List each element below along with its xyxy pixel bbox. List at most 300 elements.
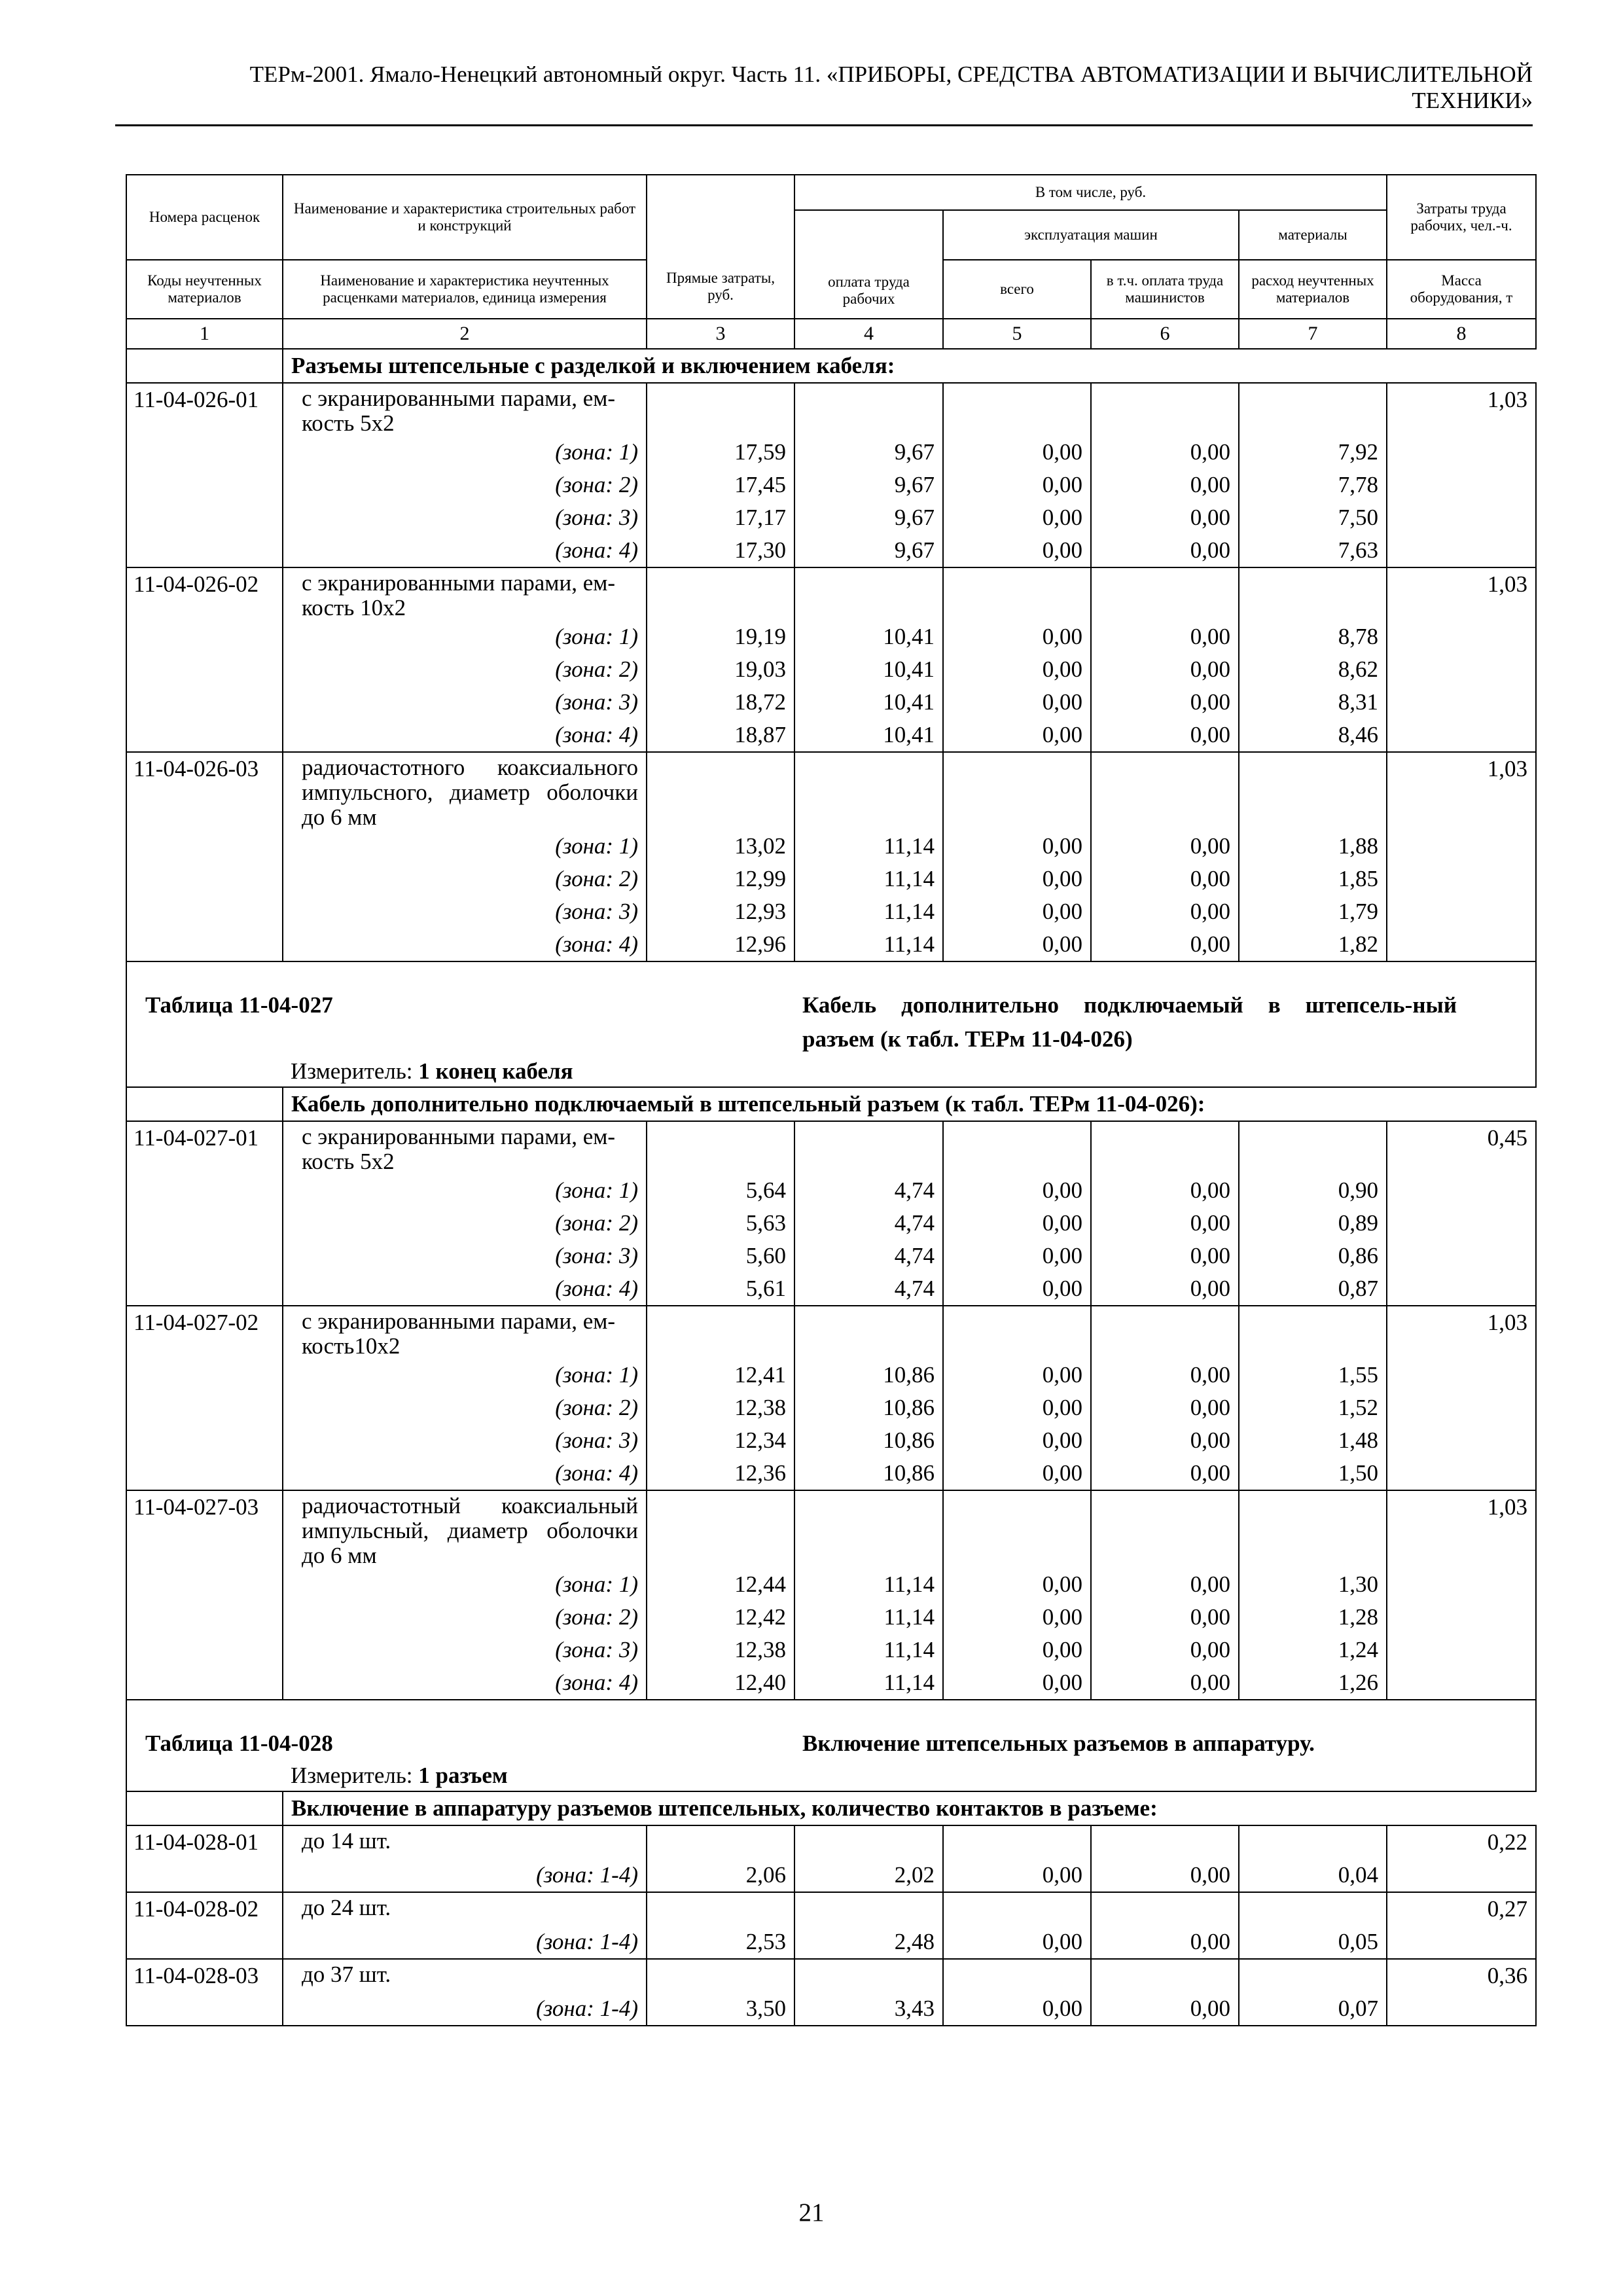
labor-value: 1,03 bbox=[1387, 383, 1536, 436]
blank-cell bbox=[1387, 620, 1536, 653]
value-cell: 17,59 bbox=[647, 436, 794, 469]
zone-label: (зона: 3) bbox=[283, 1424, 647, 1457]
blank-cell bbox=[794, 752, 943, 830]
blank-cell bbox=[1091, 567, 1239, 620]
labor-value: 0,36 bbox=[1387, 1959, 1536, 1992]
value-cell: 0,00 bbox=[943, 620, 1091, 653]
blank-cell bbox=[126, 1634, 283, 1666]
blank-cell bbox=[943, 383, 1091, 436]
value-cell: 0,00 bbox=[943, 1272, 1091, 1306]
measure-line bbox=[283, 1056, 1536, 1087]
col-header-labor: Затраты труда рабочих, чел.-ч. bbox=[1387, 175, 1536, 260]
blank-cell bbox=[126, 1424, 283, 1457]
value-cell: 0,00 bbox=[943, 1391, 1091, 1424]
blank-cell bbox=[1387, 1992, 1536, 2026]
value-cell: 0,00 bbox=[1091, 653, 1239, 686]
value-cell: 10,86 bbox=[794, 1359, 943, 1391]
value-cell: 0,00 bbox=[943, 1457, 1091, 1490]
blank-cell bbox=[1239, 567, 1387, 620]
value-cell: 0,00 bbox=[1091, 1992, 1239, 2026]
zone-label: (зона: 1-4) bbox=[283, 1859, 647, 1892]
value-cell: 12,34 bbox=[647, 1424, 794, 1457]
zone-row bbox=[126, 620, 1536, 653]
blank-cell bbox=[1239, 1825, 1387, 1859]
zone-row bbox=[126, 1391, 1536, 1424]
measure-value: 1 конец кабеля bbox=[418, 1058, 573, 1084]
zone-label: (зона: 4) bbox=[283, 928, 647, 961]
blank-cell bbox=[794, 1959, 943, 1992]
blank-cell bbox=[1239, 752, 1387, 830]
rates-table bbox=[126, 174, 1537, 2026]
blank-cell bbox=[1387, 1634, 1536, 1666]
value-cell: 2,06 bbox=[647, 1859, 794, 1892]
col-number: 6 bbox=[1091, 319, 1239, 349]
value-cell: 10,86 bbox=[794, 1457, 943, 1490]
labor-value: 1,03 bbox=[1387, 1306, 1536, 1359]
section-title: Кабель дополнительно подключаемый в штепсельный разъем (к табл. ТЕРм 11-04-026): bbox=[283, 1087, 1536, 1121]
value-cell: 0,00 bbox=[1091, 1207, 1239, 1240]
zone-row bbox=[126, 1272, 1536, 1306]
value-cell: 0,90 bbox=[1239, 1174, 1387, 1207]
labor-value: 0,22 bbox=[1387, 1825, 1536, 1859]
value-cell: 11,14 bbox=[794, 1634, 943, 1666]
blank-cell bbox=[794, 1490, 943, 1568]
value-cell: 0,00 bbox=[1091, 1926, 1239, 1959]
blank-cell bbox=[943, 752, 1091, 830]
blank-cell bbox=[1387, 719, 1536, 752]
value-cell: 12,93 bbox=[647, 895, 794, 928]
blank-cell bbox=[647, 567, 794, 620]
zone-label: (зона: 1) bbox=[283, 436, 647, 469]
col-header-materials: материалы bbox=[1239, 210, 1387, 260]
zone-row bbox=[126, 719, 1536, 752]
zone-row bbox=[126, 436, 1536, 469]
value-cell: 0,00 bbox=[943, 863, 1091, 895]
zone-label: (зона: 2) bbox=[283, 863, 647, 895]
blank-cell bbox=[647, 1121, 794, 1174]
value-cell: 0,00 bbox=[943, 1666, 1091, 1700]
value-cell: 12,42 bbox=[647, 1601, 794, 1634]
col-number: 3 bbox=[647, 319, 794, 349]
zone-row bbox=[126, 469, 1536, 501]
blank-cell bbox=[126, 1791, 283, 1825]
blank-cell bbox=[126, 863, 283, 895]
rate-name: до 37 шт. bbox=[283, 1959, 647, 1992]
blank-cell bbox=[126, 928, 283, 961]
value-cell: 0,00 bbox=[1091, 1174, 1239, 1207]
blank-cell bbox=[943, 1121, 1091, 1174]
rate-name: с экранированными парами, ем-кость 10х2 bbox=[283, 567, 647, 620]
value-cell: 12,44 bbox=[647, 1568, 794, 1601]
blank-cell bbox=[1091, 1121, 1239, 1174]
col-header-material-use: расход неучтенных материалов bbox=[1239, 260, 1387, 319]
blank-cell bbox=[647, 1306, 794, 1359]
zone-label: (зона: 3) bbox=[283, 686, 647, 719]
rate-name: радиочастотный коаксиальный импульсный, диаметр оболочки до 6 мм bbox=[283, 1490, 647, 1568]
value-cell: 0,00 bbox=[1091, 863, 1239, 895]
zone-label: (зона: 2) bbox=[283, 653, 647, 686]
value-cell: 11,14 bbox=[794, 1568, 943, 1601]
col-number: 2 bbox=[283, 319, 647, 349]
blank-cell bbox=[943, 1892, 1091, 1926]
value-cell: 12,40 bbox=[647, 1666, 794, 1700]
zone-label: (зона: 3) bbox=[283, 1240, 647, 1272]
blank-cell bbox=[943, 1490, 1091, 1568]
zone-row bbox=[126, 501, 1536, 534]
value-cell: 0,00 bbox=[1091, 1568, 1239, 1601]
zone-label: (зона: 4) bbox=[283, 1457, 647, 1490]
value-cell: 0,00 bbox=[1091, 1601, 1239, 1634]
value-cell: 0,00 bbox=[1091, 1457, 1239, 1490]
col-header-code: Номера расценок bbox=[126, 175, 283, 260]
zone-label: (зона: 2) bbox=[283, 1207, 647, 1240]
value-cell: 1,28 bbox=[1239, 1601, 1387, 1634]
blank-cell bbox=[126, 1666, 283, 1700]
value-cell: 10,41 bbox=[794, 719, 943, 752]
blank-cell bbox=[126, 1240, 283, 1272]
blank-cell bbox=[126, 1568, 283, 1601]
blank-cell bbox=[126, 895, 283, 928]
blank-cell bbox=[126, 1272, 283, 1306]
value-cell: 11,14 bbox=[794, 895, 943, 928]
blank-cell bbox=[1239, 1892, 1387, 1926]
zone-row bbox=[126, 1240, 1536, 1272]
blank-cell bbox=[1091, 383, 1239, 436]
blank-cell bbox=[1387, 501, 1536, 534]
value-cell: 8,31 bbox=[1239, 686, 1387, 719]
col-number: 4 bbox=[794, 319, 943, 349]
value-cell: 0,00 bbox=[1091, 1272, 1239, 1306]
rate-name: радиочастотного коаксиального импульсного, диаметр оболочки до 6 мм bbox=[283, 752, 647, 830]
blank-cell bbox=[1387, 1568, 1536, 1601]
blank-cell bbox=[126, 1457, 283, 1490]
value-cell: 1,26 bbox=[1239, 1666, 1387, 1700]
value-cell: 0,00 bbox=[943, 1601, 1091, 1634]
zone-label: (зона: 2) bbox=[283, 1391, 647, 1424]
blank-cell bbox=[1387, 830, 1536, 863]
blank-cell bbox=[126, 436, 283, 469]
zone-row bbox=[126, 895, 1536, 928]
col-header-machines-total: всего bbox=[943, 260, 1091, 319]
value-cell: 0,00 bbox=[943, 1240, 1091, 1272]
section-title: Включение в аппаратуру разъемов штепсельных, количество контактов в разъеме: bbox=[283, 1791, 1536, 1825]
blank-cell bbox=[1387, 1859, 1536, 1892]
value-cell: 0,00 bbox=[943, 1859, 1091, 1892]
value-cell: 0,00 bbox=[943, 501, 1091, 534]
value-cell: 11,14 bbox=[794, 1666, 943, 1700]
value-cell: 19,19 bbox=[647, 620, 794, 653]
value-cell: 18,72 bbox=[647, 686, 794, 719]
blank-cell bbox=[1387, 653, 1536, 686]
zone-label: (зона: 1-4) bbox=[283, 1992, 647, 2026]
value-cell: 4,74 bbox=[794, 1272, 943, 1306]
zone-row bbox=[126, 1174, 1536, 1207]
zone-row bbox=[126, 1601, 1536, 1634]
value-cell: 0,00 bbox=[1091, 1859, 1239, 1892]
labor-value: 1,03 bbox=[1387, 1490, 1536, 1568]
rate-code: 11-04-027-02 bbox=[126, 1306, 283, 1359]
value-cell: 1,52 bbox=[1239, 1391, 1387, 1424]
value-cell: 1,88 bbox=[1239, 830, 1387, 863]
zone-label: (зона: 4) bbox=[283, 534, 647, 567]
value-cell: 2,02 bbox=[794, 1859, 943, 1892]
zone-label: (зона: 1) bbox=[283, 620, 647, 653]
value-cell: 11,14 bbox=[794, 1601, 943, 1634]
blank-cell bbox=[1091, 1892, 1239, 1926]
rate-code: 11-04-026-01 bbox=[126, 383, 283, 436]
labor-value: 0,27 bbox=[1387, 1892, 1536, 1926]
blank-cell bbox=[126, 534, 283, 567]
blank-cell bbox=[126, 1859, 283, 1892]
value-cell: 7,78 bbox=[1239, 469, 1387, 501]
blank-cell bbox=[126, 686, 283, 719]
rate-name: до 14 шт. bbox=[283, 1825, 647, 1859]
blank-cell bbox=[1387, 1601, 1536, 1634]
value-cell: 0,00 bbox=[1091, 686, 1239, 719]
value-cell: 0,04 bbox=[1239, 1859, 1387, 1892]
blank-cell bbox=[1091, 1490, 1239, 1568]
value-cell: 11,14 bbox=[794, 928, 943, 961]
blank-cell bbox=[1387, 1926, 1536, 1959]
zone-label: (зона: 1) bbox=[283, 1568, 647, 1601]
rate-code: 11-04-028-02 bbox=[126, 1892, 283, 1926]
value-cell: 13,02 bbox=[647, 830, 794, 863]
spacer bbox=[413, 1763, 419, 1788]
value-cell: 0,00 bbox=[943, 653, 1091, 686]
value-cell: 0,00 bbox=[943, 1568, 1091, 1601]
col-header-material-names: Наименование и характеристика неучтенных расценками материалов, единица измерения bbox=[283, 260, 647, 319]
blank-cell bbox=[794, 1892, 943, 1926]
zone-row bbox=[126, 863, 1536, 895]
table-title: Таблица 11-04-027 bbox=[126, 961, 794, 1056]
table-title: Таблица 11-04-028 bbox=[126, 1700, 794, 1761]
blank-cell bbox=[126, 719, 283, 752]
zone-row bbox=[126, 1568, 1536, 1601]
blank-cell bbox=[126, 1926, 283, 1959]
blank-cell bbox=[126, 501, 283, 534]
rate-code: 11-04-028-01 bbox=[126, 1825, 283, 1859]
blank-cell bbox=[1387, 469, 1536, 501]
blank-cell bbox=[794, 383, 943, 436]
blank-cell bbox=[1387, 1391, 1536, 1424]
value-cell: 5,63 bbox=[647, 1207, 794, 1240]
measure-value: 1 разъем bbox=[418, 1763, 508, 1788]
section-title: Разъемы штепсельные с разделкой и включением кабеля: bbox=[283, 349, 1536, 383]
value-cell: 0,00 bbox=[943, 1207, 1091, 1240]
zone-row bbox=[126, 928, 1536, 961]
col-header-wages: оплата труда рабочих bbox=[794, 210, 943, 319]
blank-cell bbox=[1091, 1306, 1239, 1359]
zone-label: (зона: 3) bbox=[283, 895, 647, 928]
value-cell: 10,86 bbox=[794, 1391, 943, 1424]
blank-cell bbox=[126, 1992, 283, 2026]
value-cell: 2,48 bbox=[794, 1926, 943, 1959]
value-cell: 1,48 bbox=[1239, 1424, 1387, 1457]
zone-row bbox=[126, 534, 1536, 567]
value-cell: 8,62 bbox=[1239, 653, 1387, 686]
blank-cell bbox=[1239, 1121, 1387, 1174]
blank-cell bbox=[647, 1959, 794, 1992]
blank-cell bbox=[943, 567, 1091, 620]
value-cell: 11,14 bbox=[794, 863, 943, 895]
value-cell: 12,96 bbox=[647, 928, 794, 961]
zone-row bbox=[126, 1634, 1536, 1666]
blank-cell bbox=[1387, 1424, 1536, 1457]
blank-cell bbox=[1387, 928, 1536, 961]
col-number: 8 bbox=[1387, 319, 1536, 349]
value-cell: 0,07 bbox=[1239, 1992, 1387, 2026]
value-cell: 1,55 bbox=[1239, 1359, 1387, 1391]
value-cell: 1,79 bbox=[1239, 895, 1387, 928]
value-cell: 0,00 bbox=[943, 895, 1091, 928]
labor-value: 1,03 bbox=[1387, 567, 1536, 620]
value-cell: 0,87 bbox=[1239, 1272, 1387, 1306]
value-cell: 5,61 bbox=[647, 1272, 794, 1306]
col-header-equipment-mass: Масса оборудования, т bbox=[1387, 260, 1536, 319]
rate-code: 11-04-027-01 bbox=[126, 1121, 283, 1174]
blank-cell bbox=[1239, 1306, 1387, 1359]
value-cell: 0,00 bbox=[943, 686, 1091, 719]
blank-cell bbox=[1091, 752, 1239, 830]
value-cell: 0,00 bbox=[1091, 436, 1239, 469]
col-header-material-codes: Коды неучтенных материалов bbox=[126, 260, 283, 319]
blank-cell bbox=[126, 469, 283, 501]
header-rule bbox=[115, 124, 1533, 126]
blank-cell bbox=[126, 1391, 283, 1424]
zone-label: (зона: 4) bbox=[283, 719, 647, 752]
value-cell: 12,41 bbox=[647, 1359, 794, 1391]
zone-label: (зона: 1) bbox=[283, 1359, 647, 1391]
col-number: 7 bbox=[1239, 319, 1387, 349]
zone-row bbox=[126, 1207, 1536, 1240]
col-number: 5 bbox=[943, 319, 1091, 349]
rate-name: до 24 шт. bbox=[283, 1892, 647, 1926]
value-cell: 17,17 bbox=[647, 501, 794, 534]
blank-cell bbox=[1387, 534, 1536, 567]
blank-cell bbox=[1387, 686, 1536, 719]
zone-row bbox=[126, 1424, 1536, 1457]
labor-value: 0,45 bbox=[1387, 1121, 1536, 1174]
zone-label: (зона: 1) bbox=[283, 1174, 647, 1207]
value-cell: 3,43 bbox=[794, 1992, 943, 2026]
blank-cell bbox=[1387, 895, 1536, 928]
zone-label: (зона: 1-4) bbox=[283, 1926, 647, 1959]
value-cell: 8,78 bbox=[1239, 620, 1387, 653]
blank-cell bbox=[1091, 1825, 1239, 1859]
blank-cell bbox=[943, 1306, 1091, 1359]
value-cell: 0,89 bbox=[1239, 1207, 1387, 1240]
blank-cell bbox=[1239, 1959, 1387, 1992]
blank-cell bbox=[126, 653, 283, 686]
value-cell: 18,87 bbox=[647, 719, 794, 752]
value-cell: 0,00 bbox=[943, 928, 1091, 961]
blank-cell bbox=[647, 752, 794, 830]
value-cell: 9,67 bbox=[794, 501, 943, 534]
blank-cell bbox=[126, 830, 283, 863]
blank-cell bbox=[943, 1825, 1091, 1859]
value-cell: 0,00 bbox=[1091, 1240, 1239, 1272]
zone-row bbox=[126, 1666, 1536, 1700]
zone-row bbox=[126, 1359, 1536, 1391]
blank-cell bbox=[126, 1761, 283, 1791]
value-cell: 2,53 bbox=[647, 1926, 794, 1959]
blank-cell bbox=[1387, 1457, 1536, 1490]
col-header-operator-wages: в т.ч. оплата труда машинистов bbox=[1091, 260, 1239, 319]
blank-cell bbox=[1387, 1359, 1536, 1391]
value-cell: 10,86 bbox=[794, 1424, 943, 1457]
value-cell: 0,00 bbox=[943, 830, 1091, 863]
col-header-direct-costs: Прямые затраты, руб. bbox=[647, 175, 794, 319]
value-cell: 0,00 bbox=[943, 1359, 1091, 1391]
zone-row bbox=[126, 830, 1536, 863]
value-cell: 12,38 bbox=[647, 1634, 794, 1666]
blank-cell bbox=[126, 1359, 283, 1391]
blank-cell bbox=[126, 1207, 283, 1240]
value-cell: 0,00 bbox=[1091, 620, 1239, 653]
running-header-line-2: ТЕХНИКИ» bbox=[1412, 88, 1533, 113]
value-cell: 1,24 bbox=[1239, 1634, 1387, 1666]
value-cell: 11,14 bbox=[794, 830, 943, 863]
zone-row bbox=[126, 1992, 1536, 2026]
value-cell: 3,50 bbox=[647, 1992, 794, 2026]
value-cell: 9,67 bbox=[794, 469, 943, 501]
value-cell: 7,92 bbox=[1239, 436, 1387, 469]
value-cell: 4,74 bbox=[794, 1174, 943, 1207]
blank-cell bbox=[126, 349, 283, 383]
zone-row bbox=[126, 1926, 1536, 1959]
blank-cell bbox=[126, 1601, 283, 1634]
value-cell: 12,36 bbox=[647, 1457, 794, 1490]
zone-row bbox=[126, 686, 1536, 719]
blank-cell bbox=[647, 383, 794, 436]
blank-cell bbox=[1239, 1490, 1387, 1568]
value-cell: 0,86 bbox=[1239, 1240, 1387, 1272]
measure-label: Измеритель: bbox=[291, 1058, 413, 1084]
zone-label: (зона: 4) bbox=[283, 1272, 647, 1306]
zone-label: (зона: 1) bbox=[283, 830, 647, 863]
blank-cell bbox=[126, 1056, 283, 1087]
value-cell: 0,00 bbox=[1091, 1359, 1239, 1391]
value-cell: 10,41 bbox=[794, 620, 943, 653]
rate-name: с экранированными парами, ем-кость 5х2 bbox=[283, 383, 647, 436]
value-cell: 0,00 bbox=[1091, 1634, 1239, 1666]
value-cell: 4,74 bbox=[794, 1240, 943, 1272]
value-cell: 0,00 bbox=[1091, 1391, 1239, 1424]
value-cell: 0,00 bbox=[943, 436, 1091, 469]
col-header-name: Наименование и характеристика строительных работ и конструкций bbox=[283, 175, 647, 260]
blank-cell bbox=[126, 1174, 283, 1207]
value-cell: 4,74 bbox=[794, 1207, 943, 1240]
blank-cell bbox=[1387, 1207, 1536, 1240]
blank-cell bbox=[1091, 1959, 1239, 1992]
value-cell: 0,00 bbox=[943, 1174, 1091, 1207]
value-cell: 1,30 bbox=[1239, 1568, 1387, 1601]
value-cell: 5,60 bbox=[647, 1240, 794, 1272]
labor-value: 1,03 bbox=[1387, 752, 1536, 830]
blank-cell bbox=[126, 1087, 283, 1121]
col-header-machines: эксплуатация машин bbox=[943, 210, 1239, 260]
value-cell: 9,67 bbox=[794, 534, 943, 567]
value-cell: 17,30 bbox=[647, 534, 794, 567]
zone-row bbox=[126, 1859, 1536, 1892]
value-cell: 12,99 bbox=[647, 863, 794, 895]
zone-label: (зона: 2) bbox=[283, 469, 647, 501]
zone-label: (зона: 3) bbox=[283, 501, 647, 534]
rate-code: 11-04-027-03 bbox=[126, 1490, 283, 1568]
value-cell: 0,00 bbox=[1091, 534, 1239, 567]
rate-code: 11-04-026-02 bbox=[126, 567, 283, 620]
value-cell: 0,00 bbox=[1091, 469, 1239, 501]
